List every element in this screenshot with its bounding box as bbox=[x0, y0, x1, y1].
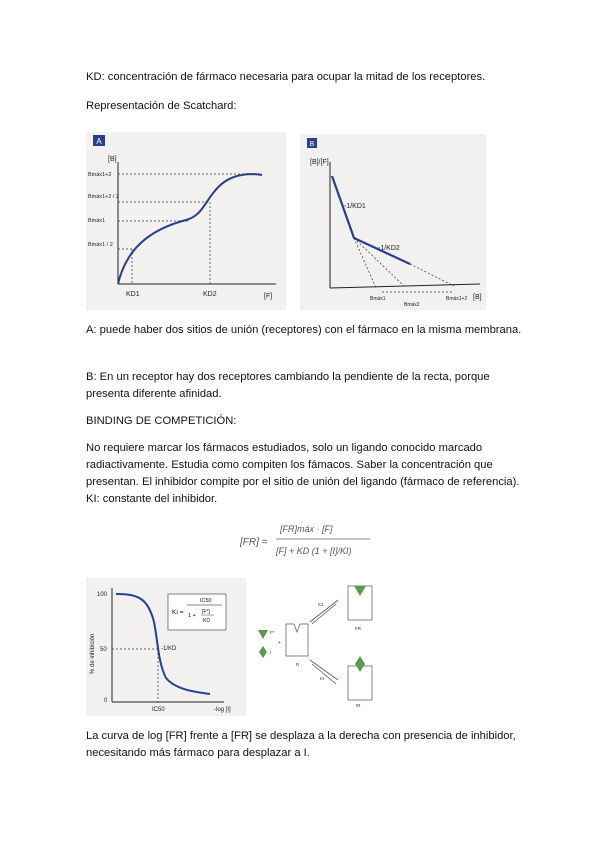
y-tick-bmax12: Bmáx1+2 bbox=[88, 172, 112, 178]
k1-label: K1 bbox=[318, 602, 324, 607]
arrow-to-fr bbox=[310, 600, 338, 622]
x-tick-bmax2: Bmáx2 bbox=[404, 302, 420, 308]
competition-heading: BINDING DE COMPETICIÓN: bbox=[86, 415, 237, 427]
inhibition-y-tick-100: 100 bbox=[97, 592, 108, 598]
inhibitor-label: I bbox=[270, 650, 272, 655]
receptor-label: R bbox=[296, 662, 300, 667]
competition-description: No requiere marcar los fármacos estudiados, solo un ligando conocido marcado radiactivamente. Estudia como compiten los fámacos. Saber la concentración que presentan. El inhibidor compite por el sitio de unión del ligando (fármaco de referencia). KI: constante del inhibidor. bbox=[86, 442, 520, 505]
scheme-plus: + bbox=[278, 640, 281, 646]
y-tick-bmax1: Bmáx1 bbox=[88, 218, 106, 224]
inhibition-x-label: -log [I] bbox=[214, 707, 231, 713]
figure-b-panel-label: B bbox=[309, 141, 315, 148]
inhibition-y-tick-0: 0 bbox=[104, 698, 108, 704]
arrow-from-fr bbox=[312, 604, 336, 624]
ki-equation-numerator: IC50 bbox=[200, 598, 212, 604]
formula-lhs: [FR] = bbox=[240, 537, 268, 548]
kd-definition: KD: concentración de fármaco necesaria para ocupar la mitad de los receptores. bbox=[86, 71, 486, 83]
inhibitor-diamond-icon bbox=[259, 646, 267, 658]
ki-label: KI bbox=[320, 676, 325, 681]
ligand-triangle-icon bbox=[258, 630, 268, 639]
y-tick-bmax1-half: Bmáx1 / 2 bbox=[88, 242, 113, 248]
arrow-from-ir bbox=[312, 664, 336, 684]
competition-scheme bbox=[254, 580, 384, 708]
receptor-shape bbox=[286, 624, 308, 656]
figure-b-scatchard-plot bbox=[300, 134, 486, 310]
x-tick-bmax12: Bmáx1+2 bbox=[446, 296, 468, 302]
slope-label-kd1: -1/KD1 bbox=[344, 203, 366, 210]
ki-equation-lhs: Ki = bbox=[172, 609, 184, 616]
inhibition-y-label: % de inhibición bbox=[90, 633, 96, 674]
inhibition-x-tick-ic50: IC50 bbox=[152, 707, 165, 713]
figure-a-panel-label: A bbox=[96, 137, 102, 146]
curve-shift-note: La curva de log [FR] frente a [FR] se desplaza a la derecha con presencia de inhibidor, necesitando más fármaco para desplazar a I. bbox=[86, 730, 516, 759]
formula-denominator: [F] + KD (1 + [I]/KI) bbox=[276, 546, 352, 556]
ir-complex-label: IR bbox=[356, 703, 361, 708]
ki-equation-den-lead: 1 + bbox=[188, 613, 196, 619]
figure-a-x-label: [F] bbox=[264, 293, 273, 300]
inhibition-y-tick-50: 50 bbox=[100, 647, 107, 653]
slope-label-kd2: -1/KD2 bbox=[378, 245, 400, 252]
figure-b-description: B: En un receptor hay dos receptores cambiando la pendiente de la recta, porque presenta diferente afinidad. bbox=[86, 371, 490, 400]
ki-equation-den-num: [F*] bbox=[202, 609, 210, 615]
figure-a-y-label: [B] bbox=[108, 156, 117, 163]
x-tick-kd2: KD2 bbox=[203, 291, 217, 298]
figure-b-x-label: [B] bbox=[473, 294, 482, 301]
figure-b-y-label: [B]/[F] bbox=[310, 159, 329, 166]
inhibition-curve-label: -1/KD bbox=[161, 646, 177, 652]
formula-numerator: [FR]máx · [F] bbox=[280, 524, 333, 534]
y-tick-bmax12-half: Bmáx1+2 / 2 bbox=[88, 194, 120, 200]
x-tick-kd1: KD1 bbox=[126, 291, 140, 298]
ki-equation-den-den: KD bbox=[203, 618, 210, 624]
ligand-label: F* bbox=[270, 630, 275, 635]
scatchard-intro: Representación de Scatchard: bbox=[86, 100, 237, 112]
fr-complex-label: FR bbox=[355, 626, 361, 631]
inhibition-chart bbox=[86, 578, 246, 716]
competition-formula bbox=[232, 518, 392, 564]
figure-a-binding-curve bbox=[86, 132, 286, 310]
figure-a-description: A: puede haber dos sitios de unión (receptores) con el fármaco en la misma membrana. bbox=[86, 324, 522, 336]
x-tick-bmax1: Bmáx1 bbox=[370, 296, 386, 302]
